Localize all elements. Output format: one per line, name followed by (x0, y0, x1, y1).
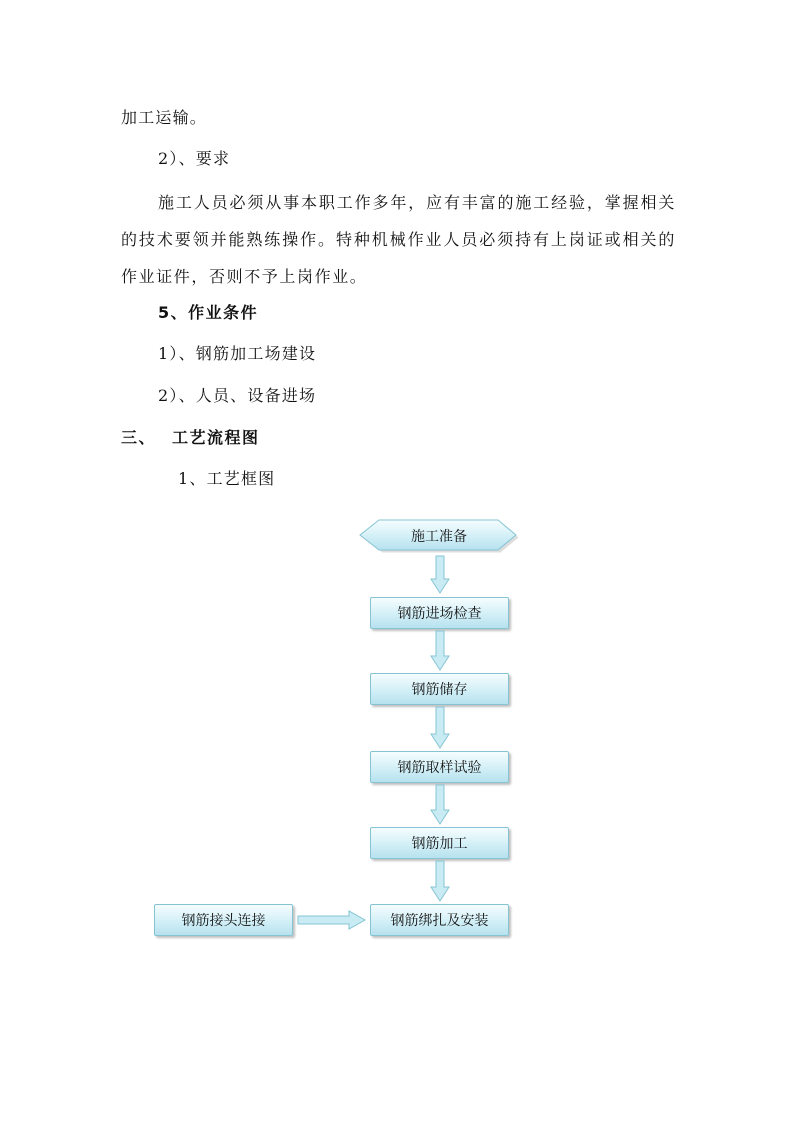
down-arrow-icon (430, 784, 450, 826)
subheading-process-diagram: 1、工艺框图 (178, 469, 276, 488)
flow-side-joint-connection (154, 904, 293, 936)
down-arrow-icon (430, 706, 450, 750)
flow-step-inspection (370, 597, 509, 629)
flow-step-label: 钢筋加工 (411, 836, 468, 852)
flow-step-sampling (370, 751, 509, 783)
flow-start-node (359, 519, 519, 553)
flow-step-binding-install (370, 904, 509, 936)
flow-step-label: 钢筋绑扎及安装 (390, 913, 489, 929)
down-arrow-icon (430, 630, 450, 672)
heading-work-conditions: 5、作业条件 (158, 303, 259, 322)
down-arrow-icon (430, 555, 450, 595)
section-3-number: 三、 (121, 428, 157, 447)
section-3-title: 工艺流程图 (172, 428, 260, 447)
flow-step-label: 钢筋取样试验 (397, 760, 482, 776)
down-arrow-icon (430, 860, 450, 903)
item-rebar-yard: 1）、钢筋加工场建设 (158, 344, 317, 363)
item-personnel-equipment: 2）、人员、设备进场 (158, 386, 317, 405)
flow-step-storage (370, 673, 509, 705)
line-transport: 加工运输。 (121, 108, 208, 127)
line-requirement-heading: 2）、要求 (158, 149, 231, 168)
flow-step-label: 钢筋进场检查 (397, 606, 482, 622)
flow-step-label: 钢筋储存 (411, 682, 468, 698)
flow-start-label: 施工准备 (411, 529, 467, 545)
flow-step-processing (370, 827, 509, 859)
requirement-paragraph: 施工人员必须从事本职工作多年，应有丰富的施工经验，掌握相关的技术要领并能熟练操作。特种机械作业人员必须持有上岗证或相关的作业证件，否则不予上岗作业。 (121, 193, 676, 286)
flow-side-label: 钢筋接头连接 (181, 913, 266, 929)
right-arrow-icon (297, 910, 367, 930)
